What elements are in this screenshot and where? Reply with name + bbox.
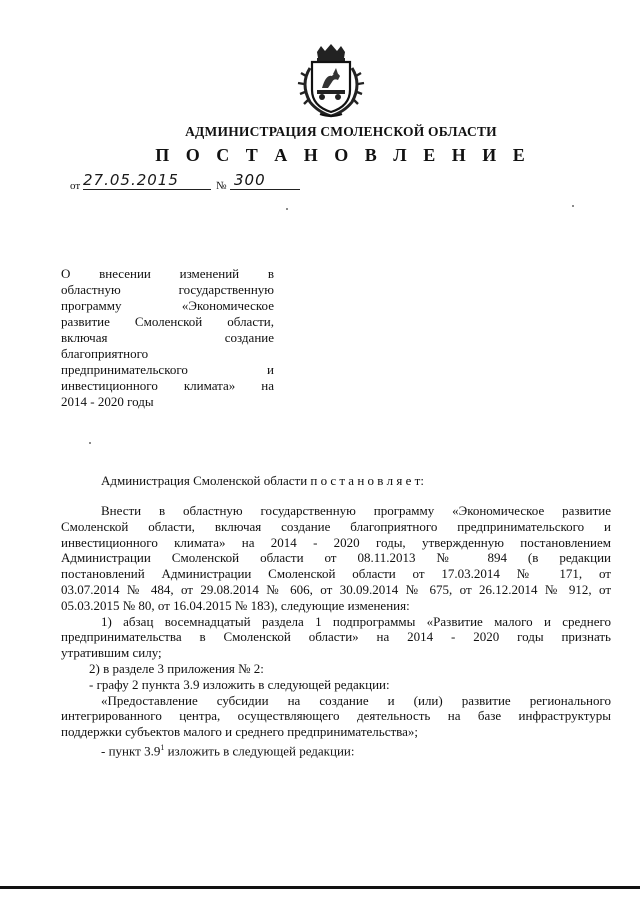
dateline	[70, 169, 310, 191]
bottom-border	[0, 886, 640, 889]
subject-line: 2014 - 2020 годы	[61, 394, 154, 409]
resolve-statement: Администрация Смоленской области п о с т а н о в л я е т:	[101, 473, 424, 488]
body-line: 2) в разделе 3 приложения № 2:	[89, 660, 264, 676]
body-line: инвестиционного климата» на 2014 - 2020 годы, утвержденную постановлением	[61, 534, 611, 550]
body-line: постановлений Администрации Смоленской области от 17.03.2014 № 171, от	[61, 566, 611, 582]
body-line: 03.07.2014 № 484, от 29.08.2014 № 606, от 30.09.2014 № 675, от 26.12.2014 № 912, от	[61, 581, 611, 597]
body-line: - графу 2 пункта 3.9 изложить в следующей редакции:	[89, 676, 390, 692]
body-line: Смоленской области, включая создание благоприятного предпринимательского и	[61, 518, 611, 534]
body-line-text: изложить в следующей редакции:	[164, 743, 355, 759]
subject-line: развитие Смоленской области,	[61, 314, 274, 329]
superscript-index: 1	[160, 742, 165, 752]
body-line: Администрации Смоленской области от 08.11.2013 № 894 (в редакции	[61, 550, 611, 566]
body-line: утратившим силу;	[61, 645, 162, 661]
subject-line: предпринимательского и	[61, 362, 274, 377]
subject-line: инвестиционного климата» на	[61, 378, 274, 393]
body-line	[61, 740, 611, 759]
subject-line: областную государственную	[61, 282, 274, 297]
date-underline	[83, 189, 211, 190]
body-line: поддержки субъектов малого и среднего предпринимательства»;	[61, 724, 419, 740]
subject-line: О внесении изменений в	[61, 266, 274, 281]
date-from-label: от	[70, 180, 81, 192]
document-date: 27.05.2015	[83, 171, 179, 189]
body-line: «Предоставление субсидии на создание и (или) развитие регионального	[101, 692, 611, 708]
document-subject	[61, 266, 274, 410]
document-number: 300	[234, 171, 266, 189]
subject-line: включая создание	[61, 330, 274, 345]
body-line: интегрированного центра, осуществляющего деятельность на базе инфраструктуры	[61, 708, 611, 724]
smolensk-coat-of-arms-icon	[292, 44, 370, 118]
body-line: Внести в областную государственную программу «Экономическое развитие	[101, 503, 611, 518]
body-line-text: - пункт 3.9	[101, 743, 161, 759]
subject-line: программу «Экономическое	[61, 298, 274, 313]
organization-title: АДМИНИСТРАЦИЯ СМОЛЕНСКОЙ ОБЛАСТИ	[185, 124, 497, 139]
scan-speck	[286, 208, 288, 210]
body-line: предпринимательства в Смоленской области» на 2014 - 2020 годы признать	[61, 629, 611, 645]
number-label: №	[216, 180, 227, 192]
document-type-title: П О С Т А Н О В Л Е Н И Е	[155, 145, 531, 165]
scan-speck	[572, 205, 574, 207]
document-body	[61, 503, 611, 759]
number-underline	[230, 189, 300, 190]
scan-speck	[89, 442, 91, 444]
subject-line: благоприятного	[61, 346, 149, 361]
body-line: 1) абзац восемнадцатый раздела 1 подпрограммы «Развитие малого и среднего	[101, 613, 611, 629]
body-line: 05.03.2015 № 80, от 16.04.2015 № 183), следующие изменения:	[61, 597, 410, 613]
